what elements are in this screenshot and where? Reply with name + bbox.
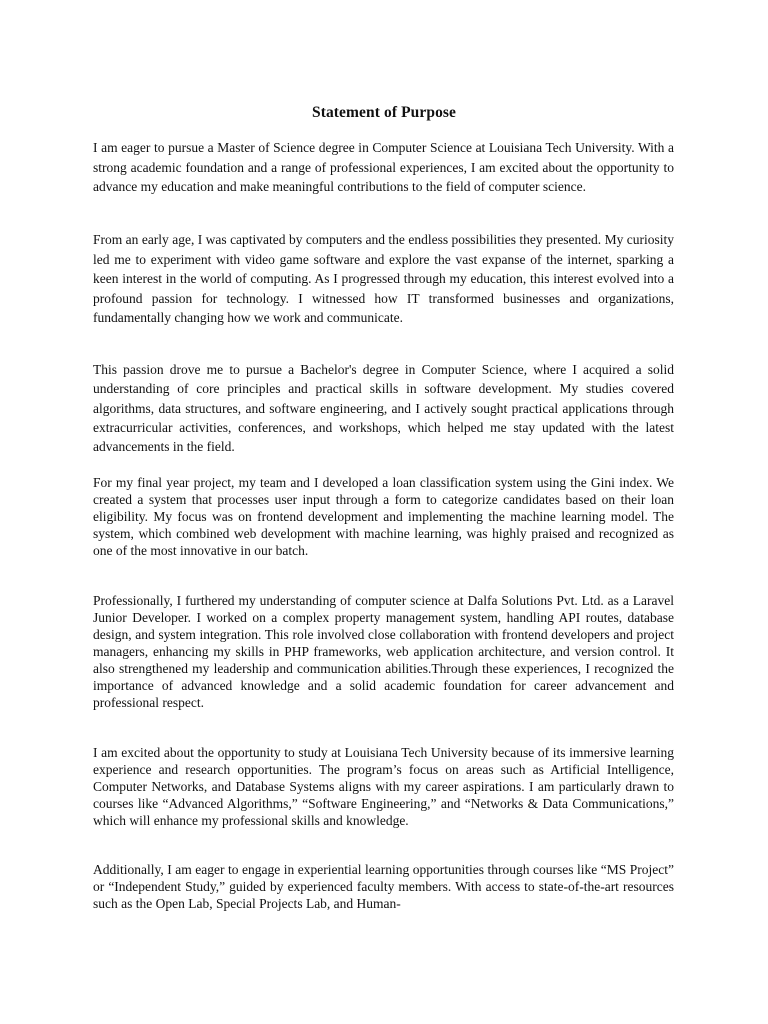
paragraph-bachelors: This passion drove me to pursue a Bachelor's degree in Computer Science, where I acquired a solid understanding of core principles and practical skills in software development. My studies covered algorithms, data structures, and software engineering, and I actively sought practical applications through extracurricular activities, conferences, and workshops, which helped me stay updated with the latest advancements in the field. — [93, 362, 674, 455]
paragraph-early-interest: From an early age, I was captivated by computers and the endless possibilities they presented. My curiosity led me to experiment with video game software and explore the vast expanse of the internet, sparking a keen interest in the world of computing. As I progressed through my education, this interest evolved into a profound passion for technology. I witnessed how IT transformed businesses and organizations, fundamentally changing how we work and communicate. — [93, 232, 674, 325]
paragraph-professional: Professionally, I furthered my understanding of computer science at Dalfa Solutions Pvt. Ltd. as a Laravel Junior Developer. I worked on a complex property management system, handling API routes, database design, and system integration. This role involved close collaboration with frontend developers and project managers, enhancing my skills in PHP frameworks, web application architecture, and version control. It also strengthened my leadership and communication abilities.Through these experiences, I recognized the importance of advanced knowledge and a solid academic foundation for career advancement and professional respect. — [93, 593, 674, 710]
paragraph-final-project: For my final year project, my team and I developed a loan classification system using the Gini index. We created a system that processes user input through a form to categorize candidates based on their loan eligibility. My focus was on frontend development and implementing the machine learning model. The system, which combined web development with machine learning, was highly praised and recognized as one of the most innovative in our batch. — [93, 475, 674, 558]
paragraph-why-louisiana-tech: I am excited about the opportunity to study at Louisiana Tech University because of its immersive learning experience and research opportunities. The program’s focus on areas such as Artificial Intelligence, Computer Networks, and Database Systems aligns with my career aspirations. I am particularly drawn to courses like “Advanced Algorithms,” “Software Engineering,” and “Networks & Data Communications,” which will enhance my professional skills and knowledge. — [93, 745, 674, 828]
paragraph-intro: I am eager to pursue a Master of Science degree in Computer Science at Louisiana Tech University. With a strong academic foundation and a range of professional experiences, I am excited about the opportunity to advance my education and make meaningful contributions to the field of computer science. — [93, 140, 674, 195]
paragraph-experiential-learning: Additionally, I am eager to engage in experiential learning opportunities through courses like “MS Project” or “Independent Study,” guided by experienced faculty members. With access to state-of-the-art resources such as the Open Lab, Special Projects Lab, and Human- — [93, 862, 674, 911]
page-title: Statement of Purpose — [311, 104, 457, 121]
